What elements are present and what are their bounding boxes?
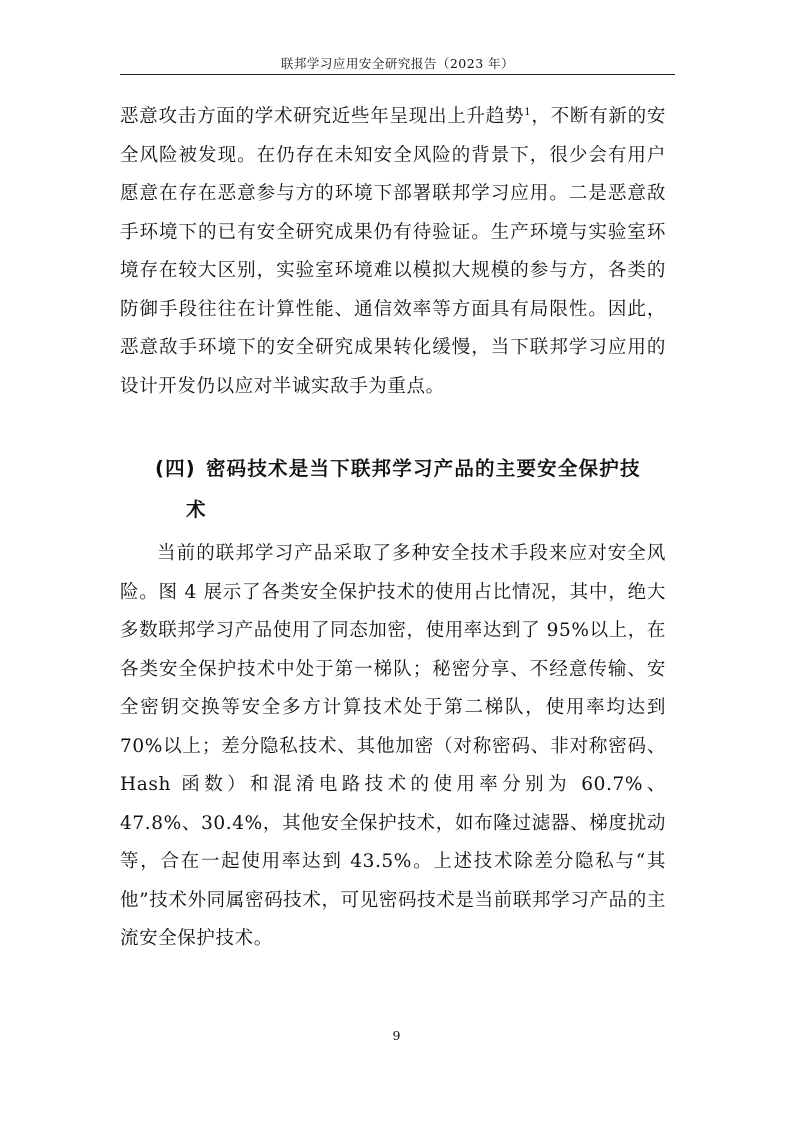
section-heading [155, 448, 670, 530]
footnote-marker[interactable]: 1 [524, 106, 532, 118]
section-number: (四) [155, 457, 196, 480]
section-title-line2: 术 [186, 498, 207, 521]
paragraph-2-text: 当前的联邦学习产品采取了多种安全技术手段来应对安全风险。图 4 展示了各类安全保护技术的使用占比情况，其中，绝大多数联邦学习产品使用了同态加密，使用率达到了 95%以上，在各类安全保护技术中处于第一梯队；秘密分享、不经意传输、安全密钥交换等安全多方计算技术处于第二梯队，使用率均达到 70%以上；差分隐私技术、其他加密（对称密码、非对称密码、Hash 函数）和混淆电路技术的使用率分别为 60.7%、47.8%、30.4%，其他安全保护技术，如布隆过滤器、梯度扰动等，合在一起使用率达到 43.5%。上述技术除差分隐私与“其他”技术外同属密码技术，可见密码技术是当前联邦学习产品的主流安全保护技术。 [120, 543, 667, 949]
paragraph-continuation [120, 98, 666, 406]
paragraph-body [120, 535, 666, 959]
section-title-line1: 密码技术是当下联邦学习产品的主要安全保护技 [205, 457, 641, 480]
header-rule [120, 74, 675, 75]
page-number: 9 [392, 1028, 401, 1043]
paragraph-1-text [120, 98, 666, 406]
paragraph-1-part-a: 恶意攻击方面的学术研究近些年呈现出上升趋势 [120, 106, 525, 127]
running-header: 联邦学习应用安全研究报告（2023 年） [280, 56, 515, 71]
paragraph-1-part-b: ，不断有新的安全风险被发现。在仍存在未知安全风险的背景下，很少会有用户愿意在存在恶意参与方的环境下部署联邦学习应用。二是恶意敌手环境下的已有安全研究成果仍有待验证。生产环境与实验室环境存在较大区别，实验室环境难以模拟大规模的参与方，各类的防御手段往往在计算性能、通信效率等方面具有局限性。因此，恶意敌手环境下的安全研究成果转化缓慢，当下联邦学习应用的设计开发仍以应对半诚实敌手为重点。 [120, 106, 667, 397]
